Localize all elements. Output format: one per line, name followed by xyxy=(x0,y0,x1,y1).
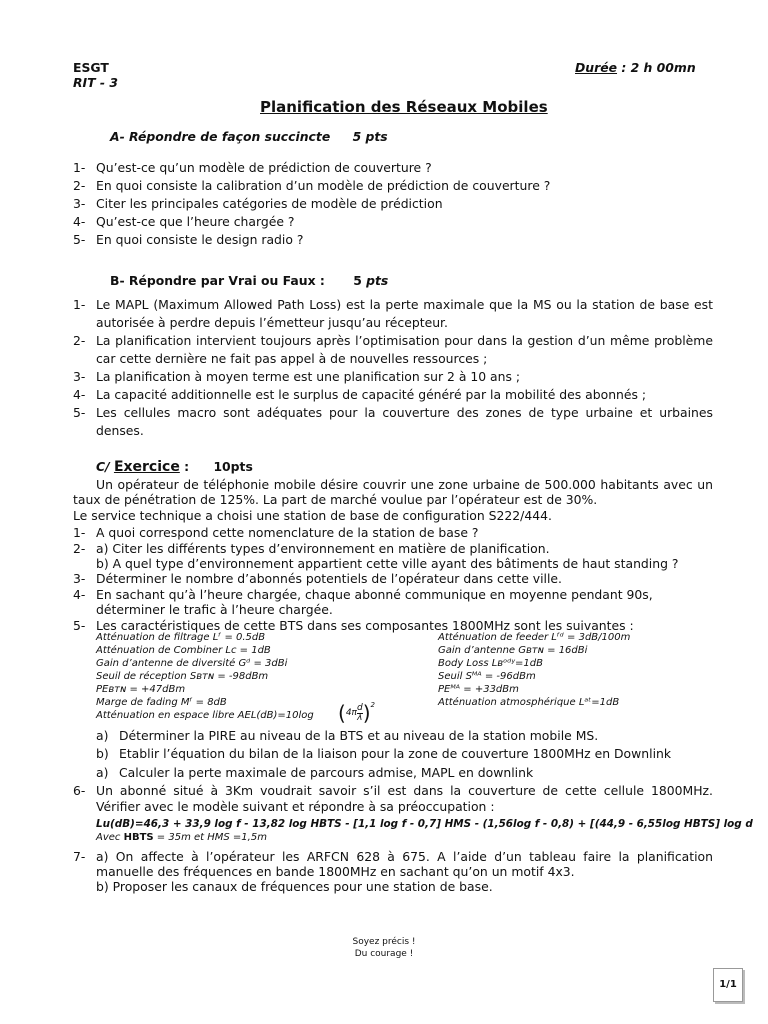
question-number: 3- xyxy=(73,571,86,586)
statement-text: autorisée à perdre depuis l’émetteur jusqu’au récepteur. xyxy=(96,315,448,330)
question-text: Citer les principales catégories de modèle de prédiction xyxy=(96,196,443,211)
section-a-title: A- Répondre de façon succincte xyxy=(110,129,331,144)
question-text: Qu’est-ce que l’heure chargée ? xyxy=(96,214,295,229)
subquestion-label: a) xyxy=(96,765,109,780)
bts-parameter: Atténuation de Combiner Lc = 1dB xyxy=(96,645,271,656)
question-number: 2- xyxy=(73,178,86,193)
section-c-prefix: C/ xyxy=(96,459,114,474)
bts-parameter: PEᴹᴬ = +33dBm xyxy=(438,684,519,695)
section-a-heading xyxy=(110,129,388,145)
footer xyxy=(0,936,768,960)
question-text: En quoi consiste le design radio ? xyxy=(96,232,304,247)
question-number: 1- xyxy=(73,160,86,175)
statement-text: Le MAPL (Maximum Allowed Path Loss) est la perte maximale que la MS ou la station de base est xyxy=(96,297,713,312)
section-b-points-unit: pts xyxy=(366,273,389,288)
section-c-colon: : xyxy=(179,459,190,474)
question-number: 4- xyxy=(73,214,86,229)
question-number: 2- xyxy=(73,541,86,556)
bts-parameter: Atténuation atmosphérique Lᵃᵗ=1dB xyxy=(438,697,620,708)
bts-parameter: Gain d’antenne de diversité Gᵈ = 3dBi xyxy=(96,658,288,669)
formula-paren-open: ( xyxy=(338,701,346,725)
question-number: 3- xyxy=(73,196,86,211)
section-b-heading xyxy=(110,273,388,289)
subquestion-text: Calculer la perte maximale de parcours admise, MAPL en downlink xyxy=(119,765,534,780)
intro-line: Le service technique a choisi une station de base de configuration S222/444. xyxy=(73,508,552,523)
bts-parameter: Body Loss Lʙᵒᵈʸ=1dB xyxy=(438,658,543,669)
heights-values: = 35m et HMS =1,5m xyxy=(153,832,267,843)
statement-text: Les cellules macro sont adéquates pour la couverture des zones de type urbaine et urbaines xyxy=(96,405,713,420)
question-number: 4- xyxy=(73,587,86,602)
bts-parameter: Atténuation de feeder Lᶠᵈ = 3dB/100m xyxy=(438,632,631,643)
question-text: Un abonné situé à 3Km voudrait savoir s’il est dans la couverture de cette cellule 1800MHz. xyxy=(96,783,713,798)
duration xyxy=(575,60,696,76)
statement-number: 4- xyxy=(73,387,86,402)
statement-text: La capacité additionnelle est le surplus de capacité généré par la mobilité des abonnés ; xyxy=(96,387,647,402)
question-text: b) Proposer les canaux de fréquences pour une station de base. xyxy=(96,879,493,894)
statement-text: car cette dernière ne fait pas appel à de nouvelles ressources ; xyxy=(96,351,488,366)
statement-number: 5- xyxy=(73,405,86,420)
question-text: A quoi correspond cette nomenclature de la station de base ? xyxy=(96,525,479,540)
subquestion-text: Etablir l’équation du bilan de la liaison pour la zone de couverture 1800MHz en Downlink xyxy=(119,746,672,761)
duration-label: Durée xyxy=(575,60,618,75)
question-text: déterminer le trafic à l’heure chargée. xyxy=(96,602,333,617)
formula-4pi: 4π xyxy=(345,708,357,718)
question-number: 6- xyxy=(73,783,86,798)
formula-denominator: λ xyxy=(357,712,363,723)
section-c-title: Exercice xyxy=(113,459,180,475)
avec-label: Avec xyxy=(96,832,124,843)
statement-number: 3- xyxy=(73,369,86,384)
intro-line: Un opérateur de téléphonie mobile désire couvrir une zone urbaine de 500.000 habitants avec un xyxy=(96,477,713,492)
question-text: manuelle des fréquences en bande 1800MHz en sachant qu’on un motif 4x3. xyxy=(96,864,575,879)
footer-line-1: Soyez précis ! xyxy=(352,937,416,947)
statement-number: 2- xyxy=(73,333,86,348)
question-text: En sachant qu’à l’heure chargée, chaque abonné communique en moyenne pendant 90s, xyxy=(96,587,653,602)
formula-exponent: 2 xyxy=(370,701,375,709)
footer-line-2: Du courage ! xyxy=(354,949,414,959)
question-number: 7- xyxy=(73,849,86,864)
bts-parameter: Seuil de réception Sʙᴛɴ = -98dBm xyxy=(96,671,269,682)
section-a-points: 5 pts xyxy=(352,129,388,144)
hbts-label: HBTS xyxy=(123,832,154,843)
section-b-title: B- Répondre par Vrai ou Faux : xyxy=(110,273,325,288)
question-number: 5- xyxy=(73,232,86,247)
formula-numerator: d xyxy=(356,702,363,713)
formula-paren-close: ) xyxy=(362,701,371,725)
section-c-heading xyxy=(96,459,253,475)
subquestion-text: Déterminer la PIRE au niveau de la BTS et au niveau de la station mobile MS. xyxy=(119,728,599,743)
bts-parameter: Gain d’antenne Gʙᴛɴ = 16dBi xyxy=(438,645,588,656)
question-text: Déterminer le nombre d’abonnés potentiels de l’opérateur dans cette ville. xyxy=(96,571,562,586)
okumura-hata-formula: Lu(dB)=46,3 + 33,9 log f - 13,82 log HBTS - [1,1 log f - 0,7] HMS - (1,56log f - 0,8) + [(44,9 - 6,55log HBTS] log d xyxy=(96,818,753,830)
antenna-heights xyxy=(96,832,267,845)
question-text: Les caractéristiques de cette BTS dans ses composantes 1800MHz sont les suivantes : xyxy=(96,618,634,633)
free-space-formula xyxy=(338,701,375,725)
question-number: 5- xyxy=(73,618,86,633)
class-name: RIT - 3 xyxy=(73,75,118,90)
page-number: 1/1 xyxy=(713,968,743,1002)
subquestion-label: a) xyxy=(96,728,109,743)
question-text: a) On affecte à l’opérateur les ARFCN 628 à 675. A l’aide d’un tableau faire la planification xyxy=(96,849,713,864)
subquestion-label: b) xyxy=(96,746,109,761)
bts-parameter: PEʙᴛɴ = +47dBm xyxy=(96,684,186,695)
intro-line: taux de pénétration de 125%. La part de marché voulue par l’opérateur est de 30%. xyxy=(73,492,598,507)
question-text: En quoi consiste la calibration d’un modèle de prédiction de couverture ? xyxy=(96,178,551,193)
duration-value: : 2 h 00mn xyxy=(617,60,696,75)
bts-parameter: Seuil Sᴹᴬ = -96dBm xyxy=(438,671,536,682)
section-c-points: 10pts xyxy=(213,459,253,474)
question-text: a) Citer les différents types d’environnement en matière de planification. xyxy=(96,541,550,556)
bts-parameter: Atténuation en espace libre AEL(dB)=10log xyxy=(96,710,314,721)
question-number: 1- xyxy=(73,525,86,540)
section-b-points-num: 5 xyxy=(353,273,367,288)
question-text: Vérifier avec le modèle suivant et répondre à sa préoccupation : xyxy=(96,799,495,814)
statement-number: 1- xyxy=(73,297,86,312)
page-title: Planification des Réseaux Mobiles xyxy=(260,98,548,116)
bts-parameter: Marge de fading Mᶠ = 8dB xyxy=(96,697,227,708)
statement-text: denses. xyxy=(96,423,144,438)
bts-parameter: Atténuation de filtrage Lᶠ = 0.5dB xyxy=(96,632,266,643)
question-text: Qu’est-ce qu’un modèle de prédiction de couverture ? xyxy=(96,160,432,175)
question-text: b) A quel type d’environnement appartient cette ville ayant des bâtiments de haut standing ? xyxy=(96,556,679,571)
school-name: ESGT xyxy=(73,60,109,75)
statement-text: La planification à moyen terme est une planification sur 2 à 10 ans ; xyxy=(96,369,521,384)
statement-text: La planification intervient toujours après l’optimisation pour dans la gestion d’un même problème xyxy=(96,333,713,348)
